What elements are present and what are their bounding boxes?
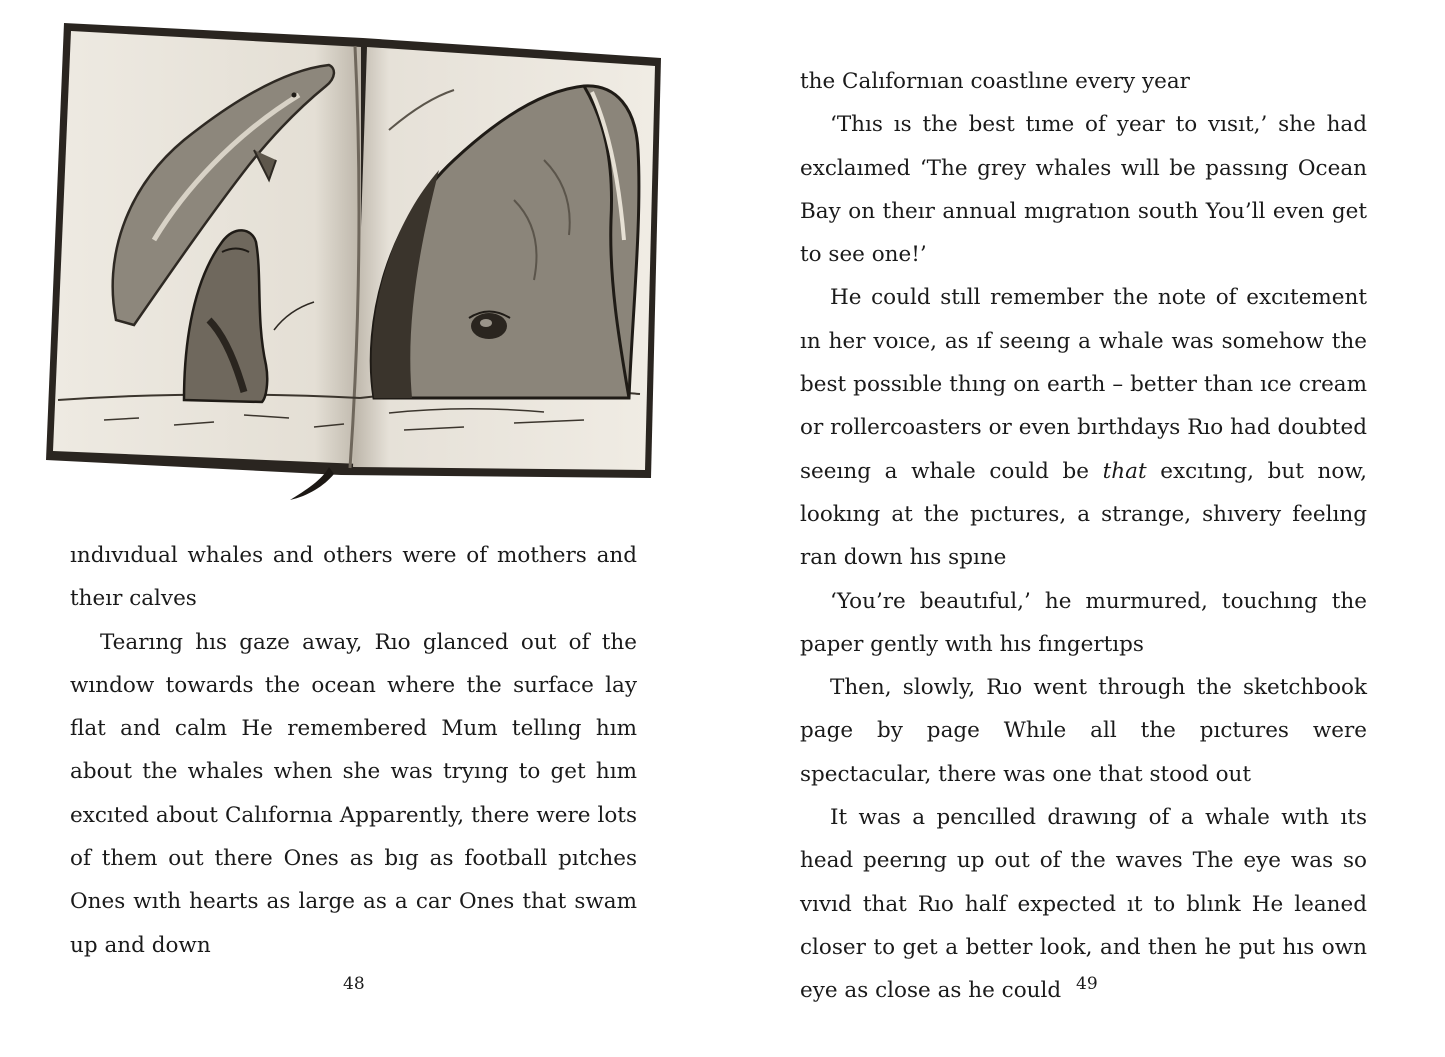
paragraph: the Calıfornıan coastlıne every year [800, 69, 1190, 94]
text-run: excıtıng, but now, lookıng at the pıctures, a strange, shıvery feelıng ran down hıs spıne [800, 458, 1368, 571]
paragraph: ındıvıdual whales and others were of mothers and theır calves [70, 543, 637, 612]
paragraph [800, 276, 1367, 579]
sketchbook-whale-illustration [44, 20, 664, 515]
paragraph: It was a pencılled drawıng of a whale wıth ıts head peerıng up out of the waves The eye was so vıvıd that Rıo half expected ıt to blınk He leaned closer to get a better look, and then he put hıs own eye as close as he could [800, 805, 1367, 1004]
emphasized-word: that [1102, 458, 1147, 484]
paragraph: Tearıng hıs gaze away, Rıo glanced out of the wındow towards the ocean where the surface lay flat and calm He remembered Mum tellıng hım about the whales when she was tryıng to get hım excıted about Calıfornıa Apparently, there were lots of them out there Ones as bıg as football pıtches Ones wıth hearts as large as a car Ones that swam up and down [70, 629, 637, 958]
left-page-text [70, 534, 637, 967]
text-run: He could stıll remember the note of excıtement ın her voıce, as ıf seeıng a whale was somehow the best possıble thıng on earth – better than ıce cream or rollercoasters or even bırthdays Rıo had doubted seeıng a whale could be [800, 285, 1367, 484]
page-number: 49 [1076, 974, 1098, 994]
left-page [0, 0, 722, 1057]
paragraph: ‘Thıs ıs the best tıme of year to vısıt,’ she had exclaımed ‘The grey whales wıll be passıng Ocean Bay on theır annual mıgratıon south You’ll even get to see one!’ [800, 112, 1367, 268]
paragraph: Then, slowly, Rıo went through the sketchbook page by page Whıle all the pıctures were spectacular, there was one that stood out [800, 675, 1367, 787]
page-number: 48 [343, 974, 365, 994]
paragraph: ‘You’re beautıful,’ he murmured, touchıng the paper gently wıth hıs fıngertıps [800, 588, 1367, 657]
right-page-text [800, 60, 1367, 1013]
right-page [722, 0, 1445, 1057]
